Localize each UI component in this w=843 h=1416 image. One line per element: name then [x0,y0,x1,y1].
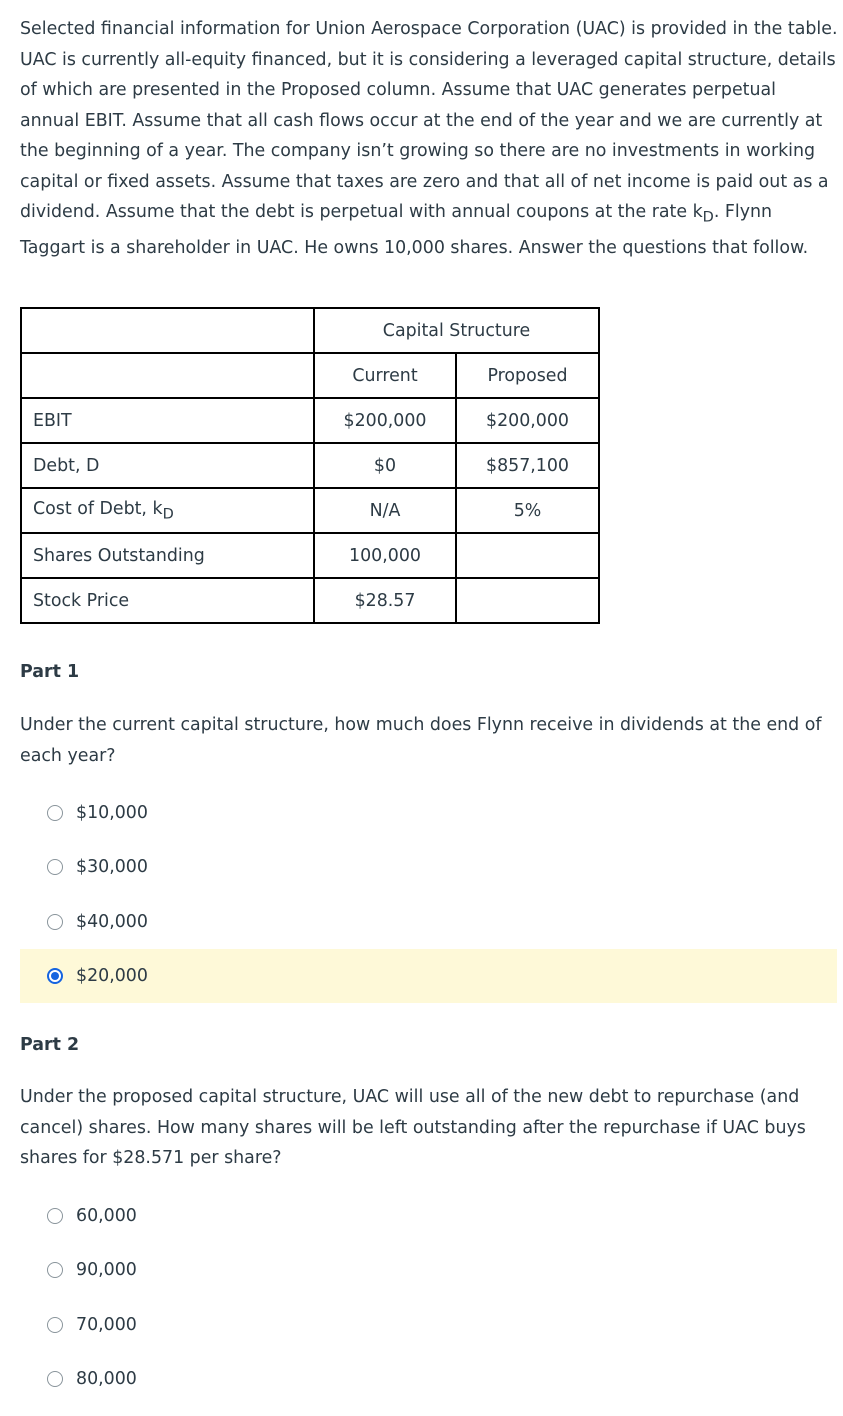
row-label: EBIT [21,398,314,443]
row-label: Stock Price [21,578,314,623]
proposed-value [456,578,599,623]
radio-button[interactable] [47,859,63,875]
table-header-row [21,308,599,353]
part2-option-4[interactable] [20,1352,837,1406]
radio-button[interactable] [47,1208,63,1224]
proposed-value [456,533,599,578]
radio-button-selected[interactable] [47,968,63,984]
proposed-value: $200,000 [456,398,599,443]
option-label: 80,000 [76,1369,137,1389]
radio-button[interactable] [47,1317,63,1333]
part1-option-3[interactable] [20,895,837,949]
part2-option-2[interactable] [20,1243,837,1297]
part2-option-1[interactable] [20,1189,837,1243]
radio-button[interactable] [47,1371,63,1387]
part1-heading: Part 1 [20,662,80,682]
part1-question: Under the current capital structure, how much does Flynn receive in dividends at the end of each year? [20,715,822,766]
part2-option-3[interactable] [20,1298,837,1352]
table-row [21,578,599,623]
option-label: $40,000 [76,912,148,932]
current-value: $28.57 [314,578,456,623]
part2-question: Under the proposed capital structure, UAC will use all of the new debt to repurchase (and cancel) shares. How many shares will be left outstanding after the repurchase if UAC buys shares for $28.571 per share? [20,1087,806,1168]
table-row [21,443,599,488]
option-label: $20,000 [76,966,148,986]
radio-button[interactable] [47,1262,63,1278]
table-subheader-row [21,353,599,398]
part1-option-2[interactable] [20,840,837,894]
table-row [21,533,599,578]
current-value: $0 [314,443,456,488]
current-value: $200,000 [314,398,456,443]
option-label: 70,000 [76,1315,137,1335]
part1-option-1[interactable] [20,786,837,840]
capital-structure-table [20,307,600,624]
radio-button[interactable] [47,805,63,821]
row-label: Shares Outstanding [21,533,314,578]
current-value: N/A [314,488,456,533]
current-value: 100,000 [314,533,456,578]
subheader-blank-cell [21,353,314,398]
proposed-value: 5% [456,488,599,533]
proposed-value: $857,100 [456,443,599,488]
current-column-header: Current [314,353,456,398]
option-label: 60,000 [76,1206,137,1226]
table-row [21,488,599,533]
problem-statement: Selected financial information for Union Aerospace Corporation (UAC) is provided in the table. UAC is currently all-equity financed, but it is considering a leveraged capital structure, details of which are presented in the Proposed column. Assume that UAC generates perpetual annual EBIT. Assume that all cash flows occur at the end of the year and we are currently at the beginning of a year. The company isn’t growing so there are no investments in working capital or fixed assets. Assume that taxes are zero and that all of net income is paid out as a dividend. Assume that the debt is perpetual with annual coupons at the rate $k_D$. Flynn Taggart is a shareholder in UAC. He owns 10,000 shares. Answer the questions that follow. [20,19,838,258]
capital-structure-header: Capital Structure [314,308,599,353]
option-label: $10,000 [76,803,148,823]
part1-option-4[interactable] [20,949,837,1003]
radio-button[interactable] [47,914,63,930]
option-label: 90,000 [76,1260,137,1280]
table-row [21,398,599,443]
header-blank-cell [21,308,314,353]
option-label: $30,000 [76,857,148,877]
proposed-column-header: Proposed [456,353,599,398]
part2-heading: Part 2 [20,1035,80,1055]
row-label: Cost of Debt, $k_D$ [21,488,314,533]
row-label: Debt, D [21,443,314,488]
